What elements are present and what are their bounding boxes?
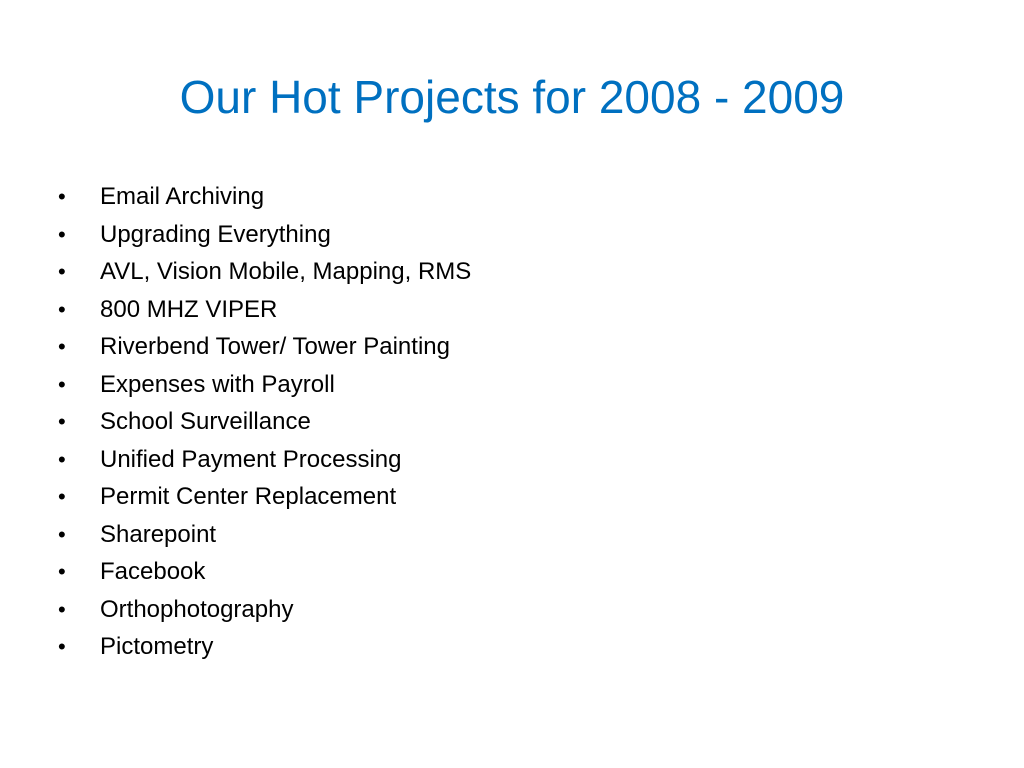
- bullet-dot-icon: •: [58, 221, 66, 247]
- bullet-dot-icon: •: [58, 334, 66, 359]
- bullet-item-facebook: [58, 553, 471, 591]
- bullet-item-expenses-payroll: [58, 366, 471, 404]
- bullet-dot-icon: •: [58, 559, 66, 584]
- bullet-item-school-surveillance: [58, 403, 471, 441]
- bullet-item-sharepoint: [58, 516, 471, 554]
- bullet-item-email-archiving: [58, 178, 471, 216]
- slide-title: Our Hot Projects for 2008 - 2009: [179, 71, 845, 123]
- bullet-label: Upgrading Everything: [100, 220, 331, 248]
- bullet-label: AVL, Vision Mobile, Mapping, RMS: [100, 258, 472, 285]
- bullet-item-upgrading-everything: [58, 216, 471, 254]
- bullet-label: Email Archiving: [100, 183, 265, 210]
- bullet-label: Expenses with Payroll: [100, 370, 335, 398]
- bullet-dot-icon: •: [58, 446, 66, 472]
- bullet-dot-icon: •: [58, 596, 66, 622]
- bullet-label: Unified Payment Processing: [100, 445, 402, 473]
- bullet-dot-icon: •: [58, 184, 66, 209]
- bullet-label: School Surveillance: [100, 408, 311, 435]
- bullet-dot-icon: •: [58, 409, 66, 434]
- bullet-label: Riverbend Tower/ Tower Painting: [100, 333, 450, 360]
- bullet-item-800-mhz-viper: [58, 291, 471, 329]
- bullet-label: Pictometry: [100, 633, 214, 660]
- bullet-label: Permit Center Replacement: [100, 483, 397, 510]
- bullet-label: 800 MHZ VIPER: [100, 295, 278, 323]
- bullet-item-riverbend-tower: [58, 328, 471, 366]
- bullet-dot-icon: •: [58, 296, 66, 322]
- bullet-dot-icon: •: [58, 259, 66, 284]
- bullet-dot-icon: •: [58, 634, 66, 659]
- bullet-label: Orthophotography: [100, 595, 294, 623]
- bullet-label: Facebook: [100, 558, 206, 585]
- bullet-list: [58, 178, 471, 666]
- bullet-item-permit-center: [58, 478, 471, 516]
- bullet-label: Sharepoint: [100, 520, 217, 548]
- bullet-item-orthophotography: [58, 591, 471, 629]
- bullet-dot-icon: •: [58, 521, 66, 547]
- bullet-item-avl-vision-mobile: [58, 253, 471, 291]
- bullet-dot-icon: •: [58, 484, 66, 509]
- bullet-item-unified-payment: [58, 441, 471, 479]
- bullet-item-pictometry: [58, 628, 471, 666]
- bullet-dot-icon: •: [58, 371, 66, 397]
